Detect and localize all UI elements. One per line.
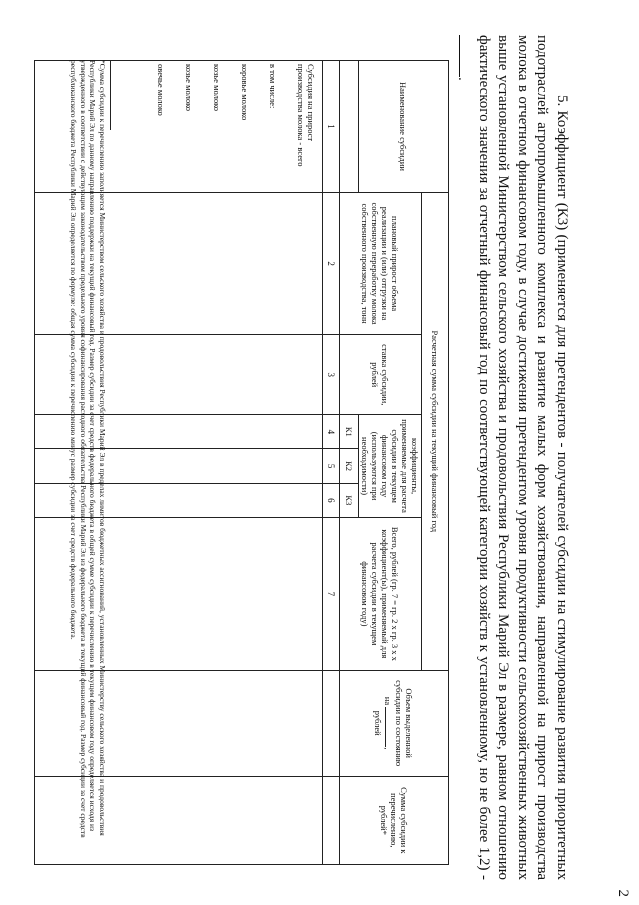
row-cow-milk: коровье молоко: [240, 64, 250, 121]
num-5: 5: [323, 449, 340, 483]
num-6: 6: [323, 483, 340, 517]
footnote-rule: [110, 60, 111, 130]
num-3: 3: [323, 335, 340, 415]
num-4: 4: [323, 415, 340, 449]
coefficient-paragraph: 5. Коэффициент (К3) (применяется для претендентов - получателей субсидии на стимулирование развития приоритетных подотраслей агропромышленного комплекса и развитие малых форм хозяйствования, направленной на прирост производства молока в отчетном финансовом году, в случае достижения претендентом уровня продуктивности сельскохозяйственных животных выше установленной Министерством сельского хозяйства и продовольствия Республики Марий Эл в размере, равном отношению фактического значения за отчетный финансовый год по соответствующей категории хозяйств к установленному, но не более 1,2) - .: [455, 35, 570, 880]
paragraph-text: 5. Коэффициент (К3) (применяется для претендентов - получателей субсидии на стимулирование развития приоритетных подотраслей агропромышленного комплекса и развитие малых форм хозяйствования, направленной на прирост производства молока в отчетном финансовом году, в случае достижения претендентом уровня продуктивности сельскохозяйственных животных выше установленной Министерством сельского хозяйства и продовольствия Республики Марий Эл в размере, равном отношению фактического значения за отчетный финансовый год по соответствующей категории хозяйств к установленному, но не более 1,2) -: [476, 35, 570, 880]
num-8: [323, 670, 340, 776]
header-limit-title: Объем выделенной субсидии по состоянию: [394, 680, 415, 767]
date-blank: [386, 707, 395, 747]
row-goat-milk-2: козье молоко: [184, 64, 194, 112]
fill-in-blank: [460, 35, 474, 77]
row-sheep-milk: овечье молоко: [156, 64, 166, 116]
coef-k3: К3: [340, 483, 359, 517]
row-total: Субсидия на прирост производства молока - всего: [296, 64, 316, 167]
header-name: Наименование субсидии: [359, 61, 449, 193]
coef-k2: К2: [340, 449, 359, 483]
header-rate: ставка субсидии, рублей: [340, 335, 422, 415]
num-1: 1: [323, 61, 340, 193]
num-7: 7: [323, 518, 340, 671]
num-9: [323, 776, 340, 864]
header-limit-unit: рублей: [373, 710, 384, 736]
coef-k1: К1: [340, 415, 359, 449]
num-2: 2: [323, 192, 340, 334]
header-sum: Сумма субсидии к перечислению, рублей*: [340, 776, 449, 864]
header-volume: плановый прирост объема реализации и (или) отгрузки на собственную переработку молока собственного производства, тонн: [340, 192, 422, 334]
header-limit-on: на: [383, 696, 394, 706]
row-goat-milk-1: козье молоко: [212, 64, 222, 112]
header-limit: [340, 670, 449, 776]
name-cont: [340, 61, 359, 193]
page-number: 2: [615, 889, 631, 897]
footnote: *Сумма субсидии к перечислению заполняется Министерством сельского хозяйства и продовольствия Республики Марий Эл в пределах лимитов бюджетных ассигнований, установленных Министерству сельского хозяйства и продовольствия Республики Марий Эл по данному направлению поддержки на текущий финансовый год. Размер субсидии за счет средств федерального бюджета в общей сумме субсидии к перечислению в текущем финансовом году определяется исходя из утвержденного в соответствии с действующим законодательством предельного уровня софинансирования расходного обязательства Республики Марий Эл из федерального бюджета в текущий финансовый год. Размер субсидии за счет средств республиканского бюджета Республики Марий Эл определяется по формуле: общая сумма субсидии к перечислению минус размер субсидии за счет средств федерального бюджета.: [69, 60, 107, 838]
row-including: в том числе:: [268, 64, 278, 109]
header-coefficients: коэффициенты, применяемые для расчета субсидии в текущем финансовом году (используются при необходимости): [359, 415, 422, 518]
header-total: Всего, рублей (гр. 7 = гр. 2 x гр. 3 x x коэффициент(ы), применяемый для расчета субсидии в текущем финансовом году): [340, 518, 422, 671]
header-limit-date: на ,: [383, 696, 394, 750]
header-calculated: Расчетная сумма субсидии на текущий финансовый год: [422, 192, 449, 670]
